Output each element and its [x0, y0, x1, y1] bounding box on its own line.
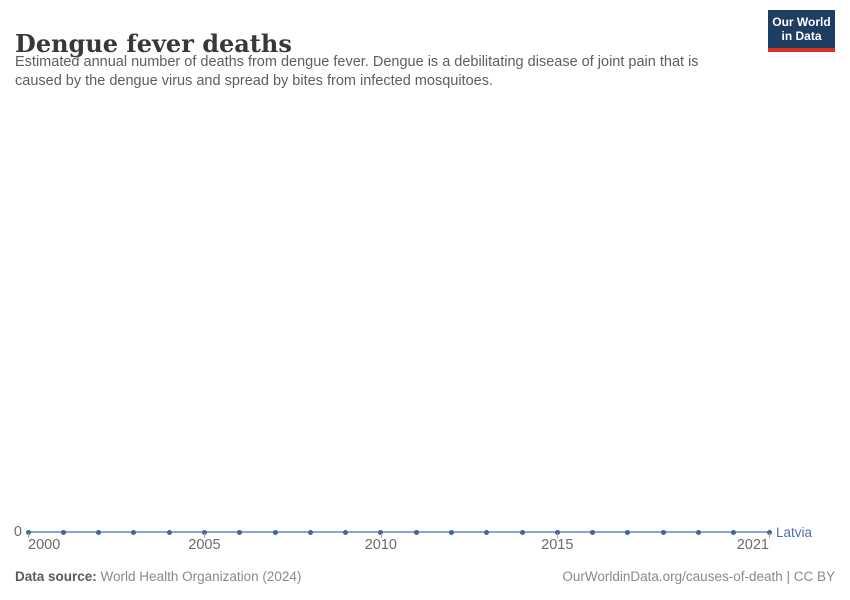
x-tick-label: 2021 [736, 537, 769, 553]
owid-logo-line-2: in Data [781, 29, 822, 43]
data-source-value: World Health Organization (2024) [100, 569, 302, 584]
entity-label-latvia[interactable]: Latvia [776, 525, 813, 540]
data-point[interactable] [61, 530, 66, 535]
x-tick-label: 2010 [364, 537, 397, 553]
data-source-label: Data source: [15, 569, 97, 584]
data-point[interactable] [484, 530, 489, 535]
data-point[interactable] [131, 530, 136, 535]
x-tick-label: 2000 [28, 537, 61, 553]
data-point[interactable] [96, 530, 101, 535]
chart-subtitle-line-2: caused by the dengue virus and spread by bites from infected mosquitoes. [15, 73, 493, 89]
axis-line [28, 531, 770, 533]
page-title: Dengue fever deaths [15, 29, 292, 59]
owid-logo-line-1: Our World [772, 15, 831, 29]
data-point[interactable] [731, 530, 736, 535]
data-point[interactable] [414, 530, 419, 535]
y-axis-zero-label: 0 [13, 524, 22, 540]
data-point[interactable] [273, 530, 278, 535]
data-point[interactable] [661, 530, 666, 535]
data-point[interactable] [167, 530, 172, 535]
data-point[interactable] [590, 530, 595, 535]
x-tick-label: 2015 [541, 537, 574, 553]
data-source[interactable] [15, 568, 301, 585]
data-point[interactable] [520, 530, 525, 535]
data-point[interactable] [625, 530, 630, 535]
chart-subtitle-line-1: Estimated annual number of deaths from dengue fever. Dengue is a debilitating disease of joint pain that is [15, 54, 699, 70]
footer-credit[interactable]: OurWorldinData.org/causes-of-death | CC BY [562, 569, 835, 584]
data-point[interactable] [308, 530, 313, 535]
x-tick-label: 2005 [188, 537, 221, 553]
data-point[interactable] [343, 530, 348, 535]
data-point[interactable] [696, 530, 701, 535]
x-tick-mark [769, 533, 770, 538]
data-point[interactable] [237, 530, 242, 535]
data-point[interactable] [449, 530, 454, 535]
